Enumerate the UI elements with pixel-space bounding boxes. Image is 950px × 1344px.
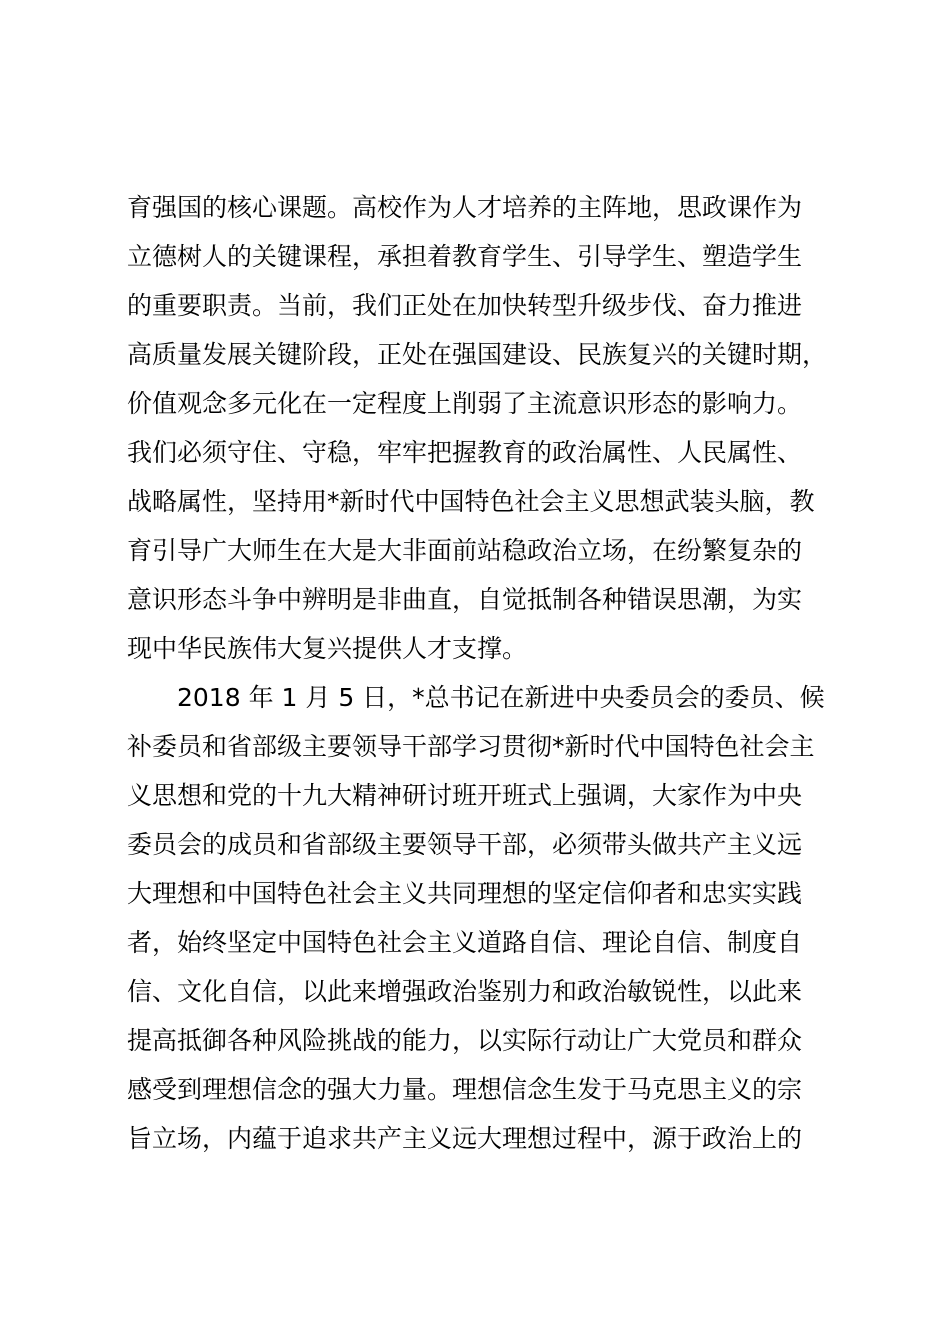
text-line: 者，始终坚定中国特色社会主义道路自信、理论自信、制度自 [127, 928, 803, 957]
text-line: 育强国的核心课题。高校作为人才培养的主阵地，思政课作为 [127, 193, 803, 222]
text-line: 现中华民族伟大复兴提供人才支撑。 [127, 634, 528, 663]
text-line: 大理想和中国特色社会主义共同理想的坚定信仰者和忠实实践 [127, 879, 803, 908]
text-line: 委员会的成员和省部级主要领导干部，必须带头做共产主义远 [127, 830, 803, 859]
text-line: 的重要职责。当前，我们正处在加快转型升级步伐、奋力推进 [127, 291, 803, 320]
text-line: 补委员和省部级主要领导干部学习贯彻*新时代中国特色社会主 [127, 732, 815, 761]
paragraph-1 [127, 183, 847, 673]
document-body [127, 183, 847, 1163]
text-line: 意识形态斗争中辨明是非曲直，自觉抵制各种错误思潮，为实 [127, 585, 803, 614]
text-line: 义思想和党的十九大精神研讨班开班式上强调，大家作为中央 [127, 781, 803, 810]
text-line: 感受到理想信念的强大力量。理想信念生发于马克思主义的宗 [127, 1075, 803, 1104]
text-line: 旨立场，内蕴于追求共产主义远大理想过程中，源于政治上的 [127, 1124, 803, 1153]
text-line: 我们必须守住、守稳，牢牢把握教育的政治属性、人民属性、 [127, 438, 803, 467]
text-line: 信、文化自信，以此来增强政治鉴别力和政治敏锐性，以此来 [127, 977, 803, 1006]
text-line: 高质量发展关键阶段，正处在强国建设、民族复兴的关键时期， [127, 340, 828, 369]
text-line: 育引导广大师生在大是大非面前站稳政治立场，在纷繁复杂的 [127, 536, 803, 565]
paragraph-2 [127, 673, 847, 1163]
text-line: 立德树人的关键课程，承担着教育学生、引导学生、塑造学生 [127, 242, 803, 271]
text-line: 战略属性，坚持用*新时代中国特色社会主义思想武装头脑，教 [127, 487, 815, 516]
text-line: 提高抵御各种风险挑战的能力，以实际行动让广大党员和群众 [127, 1026, 803, 1055]
text-line: 2018 年 1 月 5 日，*总书记在新进中央委员会的委员、候 [177, 683, 825, 712]
text-line: 价值观念多元化在一定程度上削弱了主流意识形态的影响力。 [127, 389, 803, 418]
